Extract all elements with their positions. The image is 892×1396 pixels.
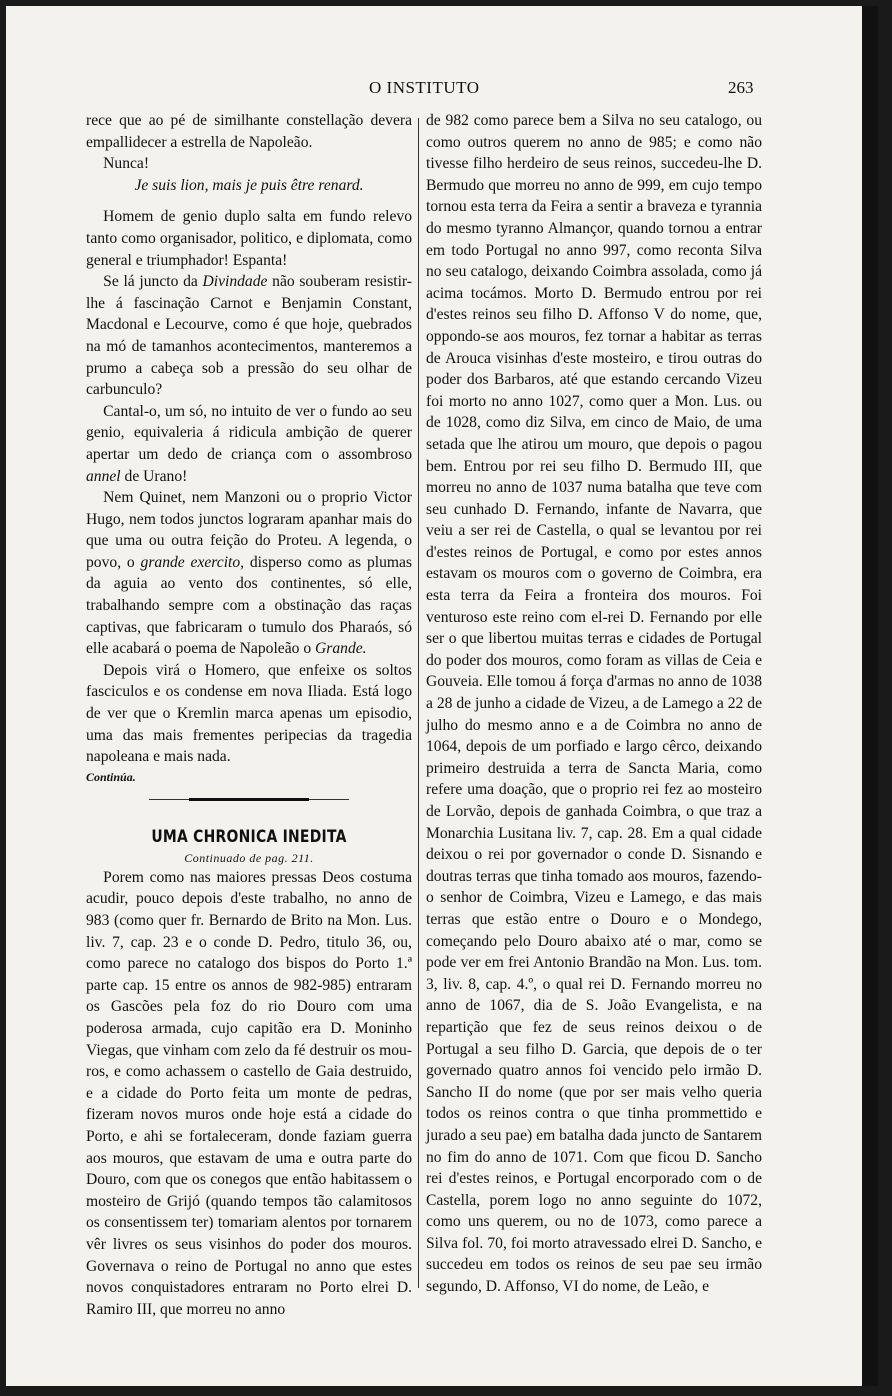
exclamation: Nunca! xyxy=(103,155,150,173)
left-column xyxy=(86,110,412,1320)
running-header xyxy=(6,78,878,102)
column-divider xyxy=(418,118,419,1288)
paragraph: Porem como nas maiores pressas Deos costuma acudir, pouco depois d'este trabalho, no anno de 983 (como quer fr. Bernardo de Brito na Mon. Lus. liv. 7, cap. 23 e o conde D. Pedro, titulo 36, ou, como parece no catalogo dos bispos do Porto 1.ª parte cap. 15 entre os annos de 982-985) entraram os Gascões pela foz do rio Douro com uma poderosa armada, cujo capitão era D. Moninho Viegas, que vinham com zelo da fé destruir os mouros, e como achassem o castello de Gaia destruido, e a cidade do Porto feita um monte de pedras, fizeram novos muros onde hoje está a cidade do Porto, e ahi se fortaleceram, donde faziam guerra aos mouros, que estavam de uma e outra parte do Douro, com que os conegos que então habitassem o mosteiro de Grijó (quando tempos tão calamitosos os consentissem ter) tomariam alentos por tornarem vêr livres os seus visinhos do poder dos mouros. Governava o reino de Portugal no anno que estes novos conquistadores entraram no Porto elrei D. Ramiro III, que morreu no anno xyxy=(86,868,412,1318)
section-rule xyxy=(189,798,309,801)
scanned-page xyxy=(6,6,878,1386)
scan-edge xyxy=(862,6,878,1386)
journal-title: O INSTITUTO xyxy=(369,78,480,97)
section-subtitle: Continuado de pag. 211. xyxy=(184,850,314,865)
paragraph: Homem de genio duplo salta em fundo relevo tanto como organisador, politico, e diplomata, como general e triumphador! Espanta! xyxy=(86,208,412,269)
right-column xyxy=(426,110,762,1298)
continua-note: Continúa. xyxy=(86,769,136,784)
page-number: 263 xyxy=(728,78,754,97)
paragraph: Se lá juncto da Divindade não souberam resistir-lhe á fascinação Carnot e Benjamin Constant, Macdonal e Lecourve, como é que hoje, quebrados na mó de tamanhos acontecimentos, manteremos a prumo a cabeça sob a pressão do seu olhar de carbunculo? xyxy=(86,273,412,399)
paragraph: Cantal-o, um só, no intuito de ver o fundo ao seu genio, equivaleria á ridicula ambição de querer apertar um dedo de criança com o assombroso annel de Urano! xyxy=(86,402,412,485)
paragraph: Nem Quinet, nem Manzoni ou o proprio Victor Hugo, nem todos junctos lograram apanhar mais do que uma ou outra feição do Proteu. A legenda, o povo, o grande exercito, disperso como as plumas da aguia ao vento dos continentes, só elle, trabalhando sempre com a obstinação das raças captivas, que fabricaram o tumulo dos Pharaós, só elle acabará o poema de Napoleão o Grande. xyxy=(86,489,412,658)
section-heading: UMA CHRONICA INEDITA xyxy=(151,826,347,847)
french-quote: Je suis lion, mais je puis être renard. xyxy=(134,176,364,194)
paragraph: de 982 como parece bem a Silva no seu catalogo, ou como outros querem no anno de 985; e como não tivesse filho herdeiro de seus reinos, succedeu-lhe D. Bermudo que morreu no anno de 999, em cujo tempo tornou esta terra da Feira a sentir a braveza e tyrannia do mesmo tyranno Almançor, quando tornou a entrar em todo Portugal no anno 997, como reconta Silva no seu catalogo, deixando Coimbra assolada, como já acima tocámos. Morto D. Bermudo entrou por rei d'estes reinos seu filho D. Affonso V do nome, que, oppondo-se aos mouros, fez tornar a habitar as terras de Arouca visinhas d'este mosteiro, e tirou outras do poder dos Barbaros, até que estando cercando Vizeu foi morto no anno 1027, como quer a Mon. Lus. ou de 1028, como diz Silva, em cinco de Maio, de uma setada que lhe atirou um mouro, que depois o pagou bem. Entrou por rei seu filho D. Bermudo III, que morreu no anno de 1037 numa batalha que teve com seu cunhado D. Fernando, infante de Navarra, que veiu a ser rei de Castella, o qual se levantou por rei d'estes reinos de Portugal, e como por estes annos estavam os mouros com o governo de Coimbra, era esta terra da Feira a fronteira dos mouros. Foi venturoso este reino com el-rei D. Fernando por elle ser o que libertou muitas terras e cidades de Portugal do poder dos mouros, como foram as villas de Ceia e Gouveia. Elle tomou á força d'armas no anno de 1038 a 28 de junho a cidade de Vizeu, a de Lamego a 22 de julho do mesmo anno e a de Coimbra no anno de 1064, depois de um porfiado e largo cêrco, deixando primeiro destruida a terra de Sancta Maria, como refere uma doação, que o proprio rei fez ao mosteiro de Lorvão, depois de ganhada Coimbra, o que traz a Monarchia Lusitana liv. 7, cap. 28. Em a qual cidade deixou o rei por governador o conde D. Sisnando e doutras terras que tinha tomado aos mouros, fazendo-o senhor de Coimbra, Vizeu e Lamego, e das mais terras que estão entre o Douro e o Mondego, começando pelo Douro abaixo até o mar, como se pode ver em frei Antonio Brandão na Mon. Lus. tom. 3, liv. 8, cap. 4.º, o qual rei D. Fernando morreu no anno de 1067, dia de S. João Evangelista, e na repartição que fez de seus reinos deixou o de Portugal a seu filho D. Garcia, que depois de o ter governado quatro annos foi vencido pelo irmão D. Sancho II do nome (que por ser mais velho queria todos os reinos contra o que tinha prommettido e jurado a seu pae) em batalha dada juncto de Santarem no fim do anno de 1071. Com que ficou D. Sancho rei d'estes reinos, e Portugal encorporado com o de Castella, porem logo no anno seguinte do 1072, como uns querem, ou no de 1073, como parece a Silva fol. 70, foi morto atravessado elrei D. Sancho, e succedeu em todos os reinos de seu pae seu irmão segundo, D. Affonso, VI do nome, de Leão, e xyxy=(426,112,762,1296)
paragraph: Depois virá o Homero, que enfeixe os soltos fasciculos e os condense em nova Iliada. Está logo de ver que o Kremlin marca apenas um episodio, uma das mais frementes peripecias da tragedia napoleana e mais nada. xyxy=(86,661,412,766)
paragraph: rece que ao pé de similhante constellação devera empallidecer a estrella de Napoleão. xyxy=(86,112,412,151)
